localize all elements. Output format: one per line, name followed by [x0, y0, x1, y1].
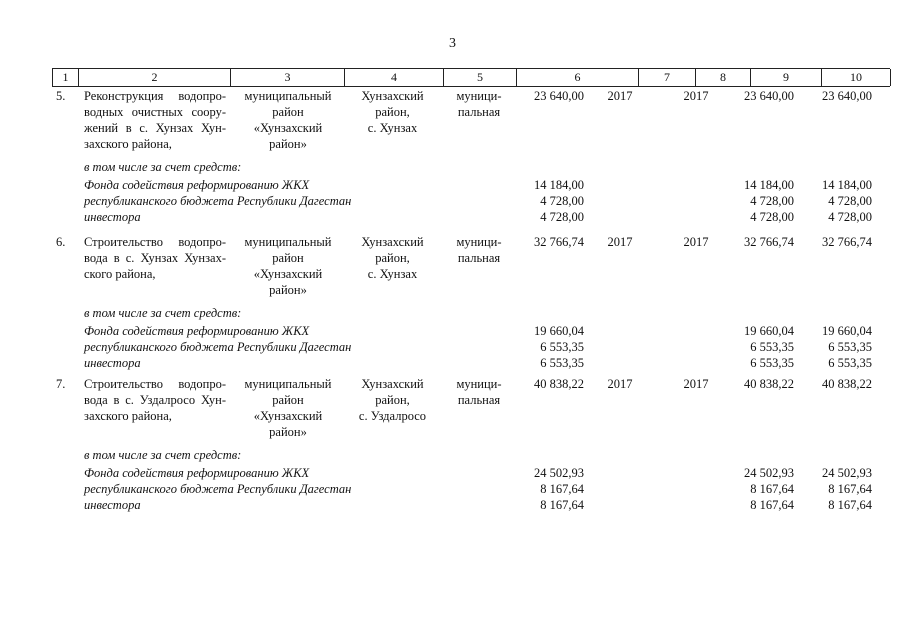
ownership-line: пальная — [457, 251, 501, 265]
project-name-line: Строительство водопро- — [84, 235, 226, 249]
ownership-line: муници- — [456, 235, 502, 249]
column-header: 3 — [231, 69, 345, 86]
ownership-line: пальная — [457, 393, 501, 407]
funding-col10: 8 167,64 — [828, 498, 872, 512]
funding-col9: 14 184,00 — [744, 178, 794, 192]
value-col9: 40 838,22 — [744, 377, 794, 391]
funding-col10: 6 553,35 — [828, 356, 872, 370]
funding-col10: 4 728,00 — [828, 210, 872, 224]
column-header: 2 — [79, 69, 231, 86]
municipality-line: муниципальный — [244, 235, 332, 249]
funding-total: 8 167,64 — [540, 498, 584, 512]
municipality-line: район — [272, 251, 304, 265]
funding-total: 19 660,04 — [534, 324, 584, 338]
funding-col9: 6 553,35 — [750, 356, 794, 370]
location-line: Хунзахский — [361, 235, 424, 249]
row-number: 5. — [56, 89, 66, 103]
funding-source-label: республиканского бюджета Республики Дагестан — [84, 340, 352, 354]
project-name-line: вода в с. Уздалросо Хун- — [84, 393, 226, 407]
year-end: 2017 — [683, 235, 709, 249]
funding-total: 8 167,64 — [540, 482, 584, 496]
page-number: 3 — [449, 36, 456, 51]
column-header: 9 — [751, 69, 822, 86]
municipality-line: «Хунзахский — [253, 267, 323, 281]
municipality-line: район» — [269, 137, 307, 151]
funding-col9: 4 728,00 — [750, 194, 794, 208]
funding-total: 6 553,35 — [540, 340, 584, 354]
total-cost: 32 766,74 — [534, 235, 584, 249]
column-header: 4 — [345, 69, 444, 86]
location-line: с. Хунзах — [367, 267, 418, 281]
ownership-line: муници- — [456, 377, 502, 391]
funding-col9: 4 728,00 — [750, 210, 794, 224]
funding-intro-label: в том числе за счет средств: — [84, 448, 242, 462]
column-header: 7 — [639, 69, 696, 86]
funding-source-label: республиканского бюджета Республики Дагестан — [84, 482, 352, 496]
row-number: 7. — [56, 377, 66, 391]
column-header: 8 — [696, 69, 751, 86]
location-line: с. Уздалросо — [358, 409, 427, 423]
funding-source-label: Фонда содействия реформированию ЖКХ — [84, 466, 310, 480]
location-line: Хунзахский — [361, 89, 424, 103]
funding-source-label: инвестора — [84, 498, 141, 512]
project-name-line: Строительство водопро- — [84, 377, 226, 391]
municipality-line: муниципальный — [244, 89, 332, 103]
value-col10: 32 766,74 — [822, 235, 872, 249]
year-start: 2017 — [607, 377, 633, 391]
column-header: 6 — [517, 69, 639, 86]
ownership-line: муници- — [456, 89, 502, 103]
funding-col9: 24 502,93 — [744, 466, 794, 480]
municipality-line: район — [272, 393, 304, 407]
municipality-line: район» — [269, 425, 307, 439]
funding-total: 24 502,93 — [534, 466, 584, 480]
funding-intro-label: в том числе за счет средств: — [84, 160, 242, 174]
funding-col10: 24 502,93 — [822, 466, 872, 480]
funding-total: 14 184,00 — [534, 178, 584, 192]
municipality-line: «Хунзахский — [253, 121, 323, 135]
project-name-line: жений в с. Хунзах Хун- — [84, 121, 226, 135]
funding-source-label: республиканского бюджета Республики Дагестан — [84, 194, 352, 208]
location-line: с. Хунзах — [367, 121, 418, 135]
project-name-line: ского района, — [84, 267, 156, 281]
funding-total: 4 728,00 — [540, 210, 584, 224]
year-start: 2017 — [607, 235, 633, 249]
funding-total: 4 728,00 — [540, 194, 584, 208]
location-line: Хунзахский — [361, 377, 424, 391]
location-line: район, — [375, 393, 410, 407]
funding-col10: 4 728,00 — [828, 194, 872, 208]
column-header: 5 — [444, 69, 517, 86]
project-name-line: захского района, — [84, 137, 172, 151]
funding-source-label: Фонда содействия реформированию ЖКХ — [84, 324, 310, 338]
funding-source-label: инвестора — [84, 210, 141, 224]
location-line: район, — [375, 105, 410, 119]
funding-col9: 19 660,04 — [744, 324, 794, 338]
year-end: 2017 — [683, 377, 709, 391]
value-col10: 40 838,22 — [822, 377, 872, 391]
value-col9: 32 766,74 — [744, 235, 794, 249]
project-name-line: водных очистных соору- — [84, 105, 226, 119]
funding-source-label: инвестора — [84, 356, 141, 370]
funding-col9: 6 553,35 — [750, 340, 794, 354]
funding-col9: 8 167,64 — [750, 482, 794, 496]
project-name-line: Реконструкция водопро- — [84, 89, 226, 103]
funding-col10: 6 553,35 — [828, 340, 872, 354]
funding-col10: 14 184,00 — [822, 178, 872, 192]
municipality-line: район» — [269, 283, 307, 297]
project-name-line: захского района, — [84, 409, 172, 423]
municipality-line: «Хунзахский — [253, 409, 323, 423]
table-header-row — [52, 68, 890, 87]
funding-total: 6 553,35 — [540, 356, 584, 370]
value-col9: 23 640,00 — [744, 89, 794, 103]
column-header: 10 — [822, 69, 891, 86]
project-name-line: вода в с. Хунзах Хунзах- — [84, 251, 226, 265]
total-cost: 23 640,00 — [534, 89, 584, 103]
funding-col10: 8 167,64 — [828, 482, 872, 496]
value-col10: 23 640,00 — [822, 89, 872, 103]
row-number: 6. — [56, 235, 66, 249]
year-start: 2017 — [607, 89, 633, 103]
funding-intro-label: в том числе за счет средств: — [84, 306, 242, 320]
funding-col10: 19 660,04 — [822, 324, 872, 338]
funding-col9: 8 167,64 — [750, 498, 794, 512]
total-cost: 40 838,22 — [534, 377, 584, 391]
municipality-line: район — [272, 105, 304, 119]
municipality-line: муниципальный — [244, 377, 332, 391]
column-header: 1 — [53, 69, 79, 86]
ownership-line: пальная — [457, 105, 501, 119]
year-end: 2017 — [683, 89, 709, 103]
location-line: район, — [375, 251, 410, 265]
funding-source-label: Фонда содействия реформированию ЖКХ — [84, 178, 310, 192]
